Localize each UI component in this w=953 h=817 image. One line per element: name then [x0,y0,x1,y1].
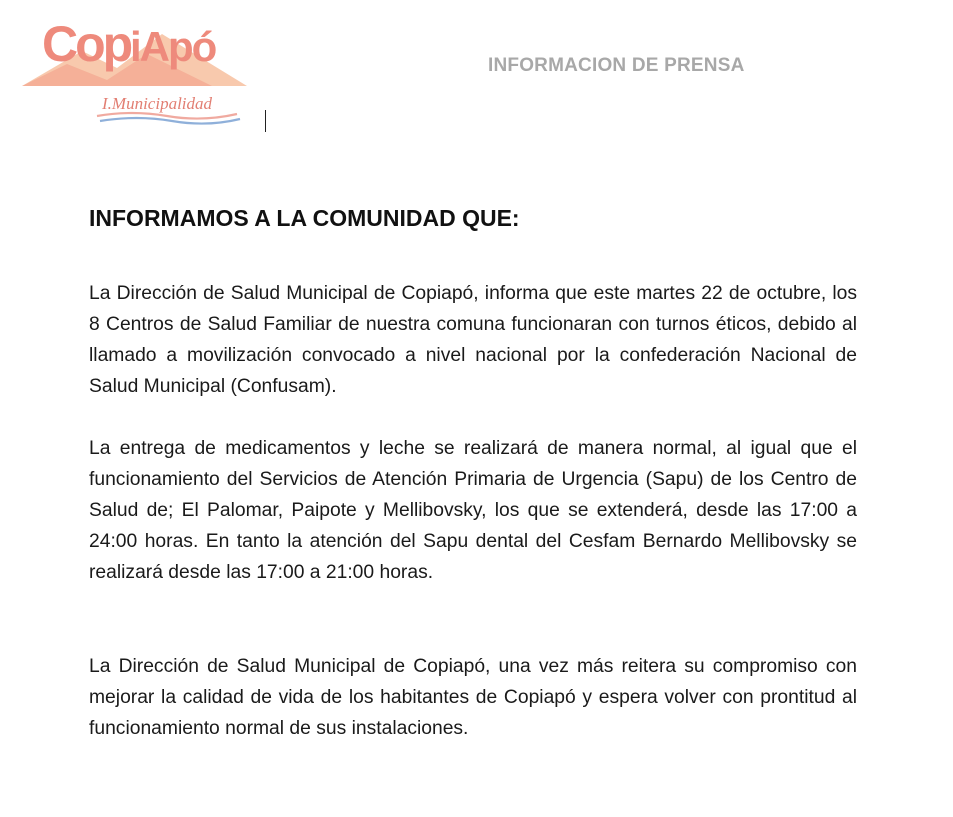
text-cursor [265,110,266,132]
municipality-logo [22,6,252,131]
logo-wordmark: Cop [42,16,131,72]
logo-subtitle: I.Municipalidad [102,94,213,113]
press-release-label: INFORMACION DE PRENSA [488,55,745,76]
logo-wave-blue [100,118,240,124]
logo-graphic [22,6,252,131]
logo-wordmark-end: iApó [130,23,216,70]
paragraph-1: La Dirección de Salud Municipal de Copiapó, informa que este martes 22 de octubre, los 8 Centros de Salud Familiar de nuestra comuna funcionaran con turnos éticos, debido al llamado a movilización convocado a nivel nacional por la confederación Nacional de Salud Municipal (Confusam). [89,283,857,397]
paragraph-3: La Dirección de Salud Municipal de Copiapó, una vez más reitera su compromiso con mejorar la calidad de vida de los habitantes de Copiapó y espera volver con prontitud al funcionamiento normal de sus instalaciones. [89,656,857,739]
document-heading: INFORMAMOS A LA COMUNIDAD QUE: [89,205,520,231]
paragraph-2: La entrega de medicamentos y leche se realizará de manera normal, al igual que el funcionamiento del Servicios de Atención Primaria de Urgencia (Sapu) de los Centro de Salud de; El Palomar, Paipote y Mellibovsky, los que se extenderá, desde las 17:00 a 24:00 horas. En tanto la atención del Sapu dental del Cesfam Bernardo Mellibovsky se realizará desde las 17:00 a 21:00 horas. [89,438,857,583]
